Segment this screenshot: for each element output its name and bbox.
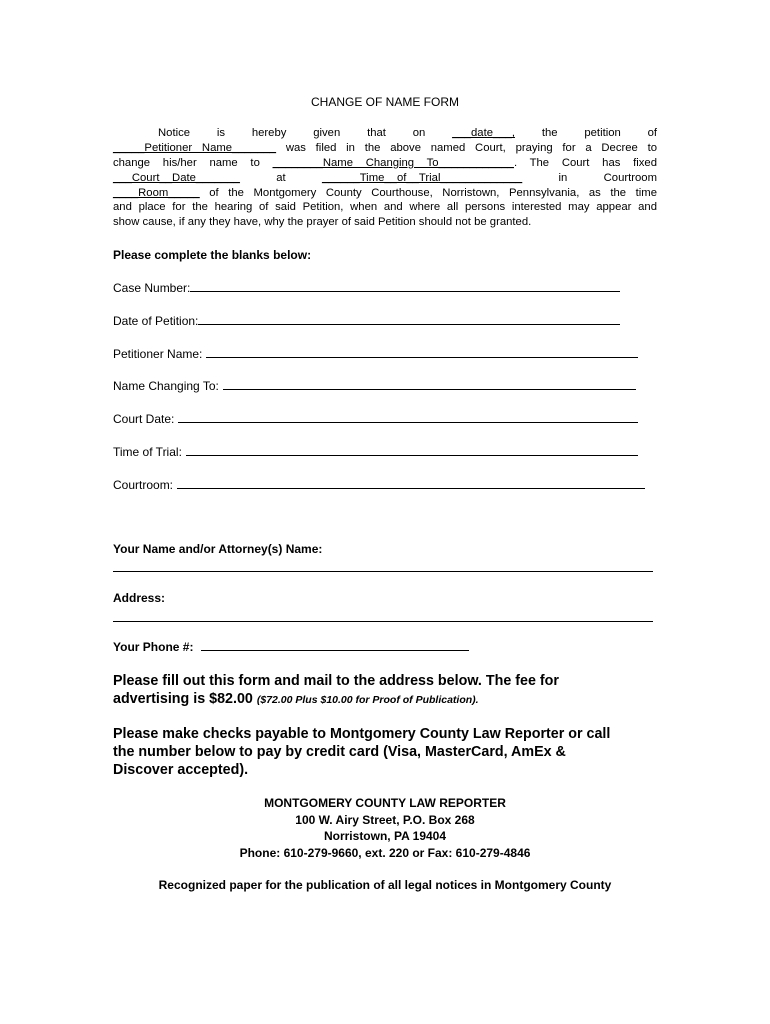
date-of-petition-field [113, 313, 620, 328]
notice-text: show cause, if any they have, why the prayer of said Petition should not be granted. [113, 216, 532, 229]
notice-paragraph [113, 126, 657, 230]
notice-word: on [412, 127, 426, 139]
date-of-petition-blank[interactable] [198, 313, 620, 325]
notice-line-2 [113, 141, 657, 156]
case-number-blank[interactable] [190, 280, 620, 292]
payment-paragraph [113, 725, 673, 779]
name-changing-to-field [113, 378, 636, 393]
notice-line-1 [113, 126, 657, 141]
notice-date-blank: ___date___, [452, 127, 515, 139]
courtroom-blank[interactable] [177, 477, 645, 489]
notice-word: in [558, 171, 568, 184]
notice-word: petition [584, 127, 621, 139]
notice-word: the [541, 127, 558, 139]
notice-petitioner-blank: _____Petitioner Name_______ [113, 141, 277, 154]
notice-word: of [647, 127, 658, 139]
time-of-trial-label: Time of Trial: [113, 445, 182, 459]
fee-paragraph [113, 672, 673, 709]
time-of-trial-field [113, 444, 638, 459]
form-title: CHANGE OF NAME FORM [310, 95, 459, 109]
notice-name-blank: ________Name Changing To____________ [272, 156, 514, 169]
attorney-name-label: Your Name and/or Attorney(s) Name: [113, 542, 323, 556]
publisher-name: MONTGOMERY COUNTY LAW REPORTER [264, 796, 506, 810]
notice-line-5 [113, 186, 657, 201]
fee-amount: advertising is $82.00 [113, 691, 253, 707]
publisher-city: Norristown, PA 19404 [323, 829, 447, 843]
courtroom-label: Courtroom: [113, 478, 174, 492]
phone-field [113, 639, 469, 654]
petitioner-name-field [113, 346, 638, 361]
publisher-tagline: Recognized paper for the publication of all legal notices in Montgomery County [158, 878, 612, 892]
notice-text: and place for the hearing of said Petition, when and where all persons interested may appear and [113, 201, 657, 214]
notice-text: change his/her name to [113, 156, 260, 169]
case-number-label: Case Number: [113, 281, 191, 295]
payment-line-1: Please make checks payable to Montgomery County Law Reporter or call [113, 726, 611, 742]
case-number-field [113, 280, 620, 295]
notice-word: given [313, 127, 341, 139]
notice-word: Notice [158, 127, 191, 139]
notice-text: of the Montgomery County Courthouse, Norristown, Pennsylvania, as the time [209, 186, 657, 199]
court-date-field [113, 411, 638, 426]
name-changing-to-label: Name Changing To: [113, 379, 219, 393]
notice-word: that [367, 127, 386, 139]
fee-line-1: Please fill out this form and mail to the address below. The fee for [113, 673, 559, 689]
phone-blank[interactable] [201, 639, 469, 651]
attorney-name-blank[interactable] [113, 571, 653, 572]
notice-word: Courtroom [603, 171, 658, 184]
notice-room-blank: ____Room_____ [113, 186, 200, 199]
notice-court-date-blank: ___Court__Date_______ [113, 171, 240, 184]
fee-line-2 [113, 690, 673, 709]
instructions-heading: Please complete the blanks below: [113, 248, 312, 262]
payment-line-3: Discover accepted). [113, 762, 249, 778]
notice-line-6 [113, 200, 657, 215]
notice-line-4 [113, 171, 657, 186]
phone-label: Your Phone #: [113, 640, 194, 654]
address-blank[interactable] [113, 621, 653, 622]
notice-line-7 [113, 215, 657, 230]
court-date-blank[interactable] [178, 411, 638, 423]
notice-text: . The Court has fixed [513, 156, 657, 169]
fee-note: ($72.00 Plus $10.00 for Proof of Publication). [256, 694, 479, 706]
notice-word: hereby [251, 127, 287, 139]
publisher-street: 100 W. Airy Street, P.O. Box 268 [295, 812, 475, 827]
courtroom-field [113, 477, 645, 492]
court-date-label: Court Date: [113, 412, 175, 426]
payment-line-2: the number below to pay by credit card (Visa, MasterCard, AmEx & [113, 744, 566, 760]
notice-word: is [216, 127, 226, 139]
petitioner-name-blank[interactable] [206, 346, 638, 358]
notice-time-blank: ______Time__of__Trial_____________ [322, 171, 523, 184]
publisher-block [0, 795, 770, 861]
publisher-phone: Phone: 610-279-9660, ext. 220 or Fax: 610-279-4846 [239, 845, 531, 860]
date-of-petition-label: Date of Petition: [113, 314, 199, 328]
time-of-trial-blank[interactable] [186, 444, 638, 456]
address-label: Address: [113, 591, 166, 605]
notice-word: at [276, 171, 286, 184]
notice-line-3 [113, 156, 657, 171]
petitioner-name-label: Petitioner Name: [113, 347, 203, 361]
notice-text: was filed in the above named Court, praying for a Decree to [285, 141, 658, 154]
name-changing-to-blank[interactable] [223, 378, 636, 390]
